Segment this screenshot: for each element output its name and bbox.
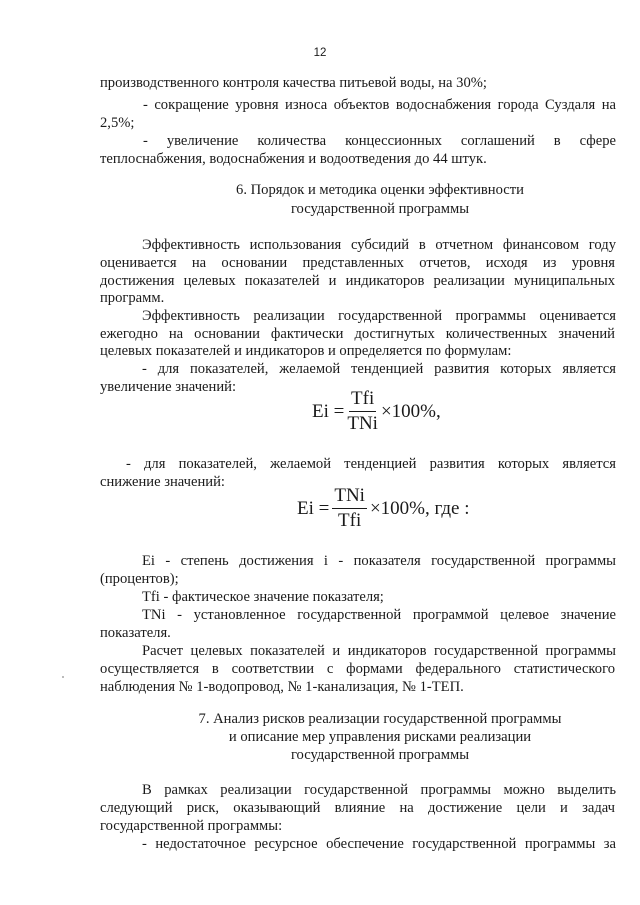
formula-increase xyxy=(312,389,441,434)
text-line: следующий риск, оказывающий влияние на достижение цели и задач xyxy=(100,800,615,816)
margin-dot xyxy=(62,676,64,678)
formula-fraction xyxy=(332,486,367,531)
text-line: государственной программы: xyxy=(100,818,283,834)
definition-line: Ei - степень достижения i - показателя государственной программы xyxy=(142,553,616,569)
section-6-heading-line2: государственной программы xyxy=(290,201,470,217)
text-line: наблюдения № 1-водопровод, № 1-канализация, № 1-ТЕП. xyxy=(100,679,464,695)
text-line: В рамках реализации государственной программы можно выделить xyxy=(142,782,616,798)
definition-line: показателя. xyxy=(100,625,171,641)
formula-decrease xyxy=(297,486,470,531)
formula-numerator: Tfi xyxy=(349,389,376,412)
formula-denominator: Tfi xyxy=(338,510,362,531)
text-line: достижения целевых показателей и индикаторов реализации муниципальных xyxy=(100,273,615,289)
formula-fraction xyxy=(347,389,378,434)
text-line: Эффективность использования субсидий в отчетном финансовом году xyxy=(142,237,616,253)
text-line: увеличение значений: xyxy=(100,379,237,395)
page-number: 12 xyxy=(313,47,327,59)
text-line: целевых показателей и индикаторов и определяется по формулам: xyxy=(100,343,512,359)
formula-lhs: Ei = xyxy=(297,498,330,519)
text-line: - для показателей, желаемой тенденцией развития которых является xyxy=(126,456,616,472)
definition-line: TNi - установленное государственной программой целевое значение xyxy=(142,607,616,623)
formula-numerator: TNi xyxy=(332,486,367,509)
text-line: - сокращение уровня износа объектов водоснабжения города Суздаля на xyxy=(143,97,616,113)
formula-rhs: ×100%, где : xyxy=(369,498,470,519)
section-7-heading-line3: государственной программы xyxy=(290,747,470,763)
text-line: ежегодно на основании фактически достигнутых количественных значений xyxy=(100,326,615,342)
text-line: - для показателей, желаемой тенденцией развития которых является xyxy=(142,361,616,377)
text-line: теплоснабжения, водоснабжения и водоотведения до 44 штук. xyxy=(100,151,487,167)
text-line: производственного контроля качества питьевой воды, на 30%; xyxy=(100,75,487,91)
text-line: оценивается на основании представленных отчетов, исходя из уровня xyxy=(100,255,615,271)
text-line: программ. xyxy=(100,290,165,306)
definition-line: Tfi - фактическое значение показателя; xyxy=(142,589,384,605)
text-line: 2,5%; xyxy=(100,115,135,131)
section-6-heading: 6. Порядок и методика оценки эффективности xyxy=(236,182,524,198)
formula-lhs: Ei = xyxy=(312,401,345,422)
text-line: осуществляется в соответствии с формами федерального статистического xyxy=(100,661,615,677)
text-line: - увеличение количества концессионных соглашений в сфере xyxy=(143,133,616,149)
text-line: Расчет целевых показателей и индикаторов государственной программы xyxy=(142,643,616,659)
definition-line: (процентов); xyxy=(100,571,179,587)
section-7-heading: 7. Анализ рисков реализации государственной программы xyxy=(198,711,562,727)
formula-rhs: ×100%, xyxy=(380,401,441,422)
text-line: Эффективность реализации государственной программы оценивается xyxy=(142,308,616,324)
section-7-heading-line2: и описание мер управления рисками реализации xyxy=(228,729,532,745)
text-line: - недостаточное ресурсное обеспечение государственной программы за xyxy=(142,836,616,852)
text-line: снижение значений: xyxy=(100,474,225,490)
formula-denominator: TNi xyxy=(347,413,378,434)
